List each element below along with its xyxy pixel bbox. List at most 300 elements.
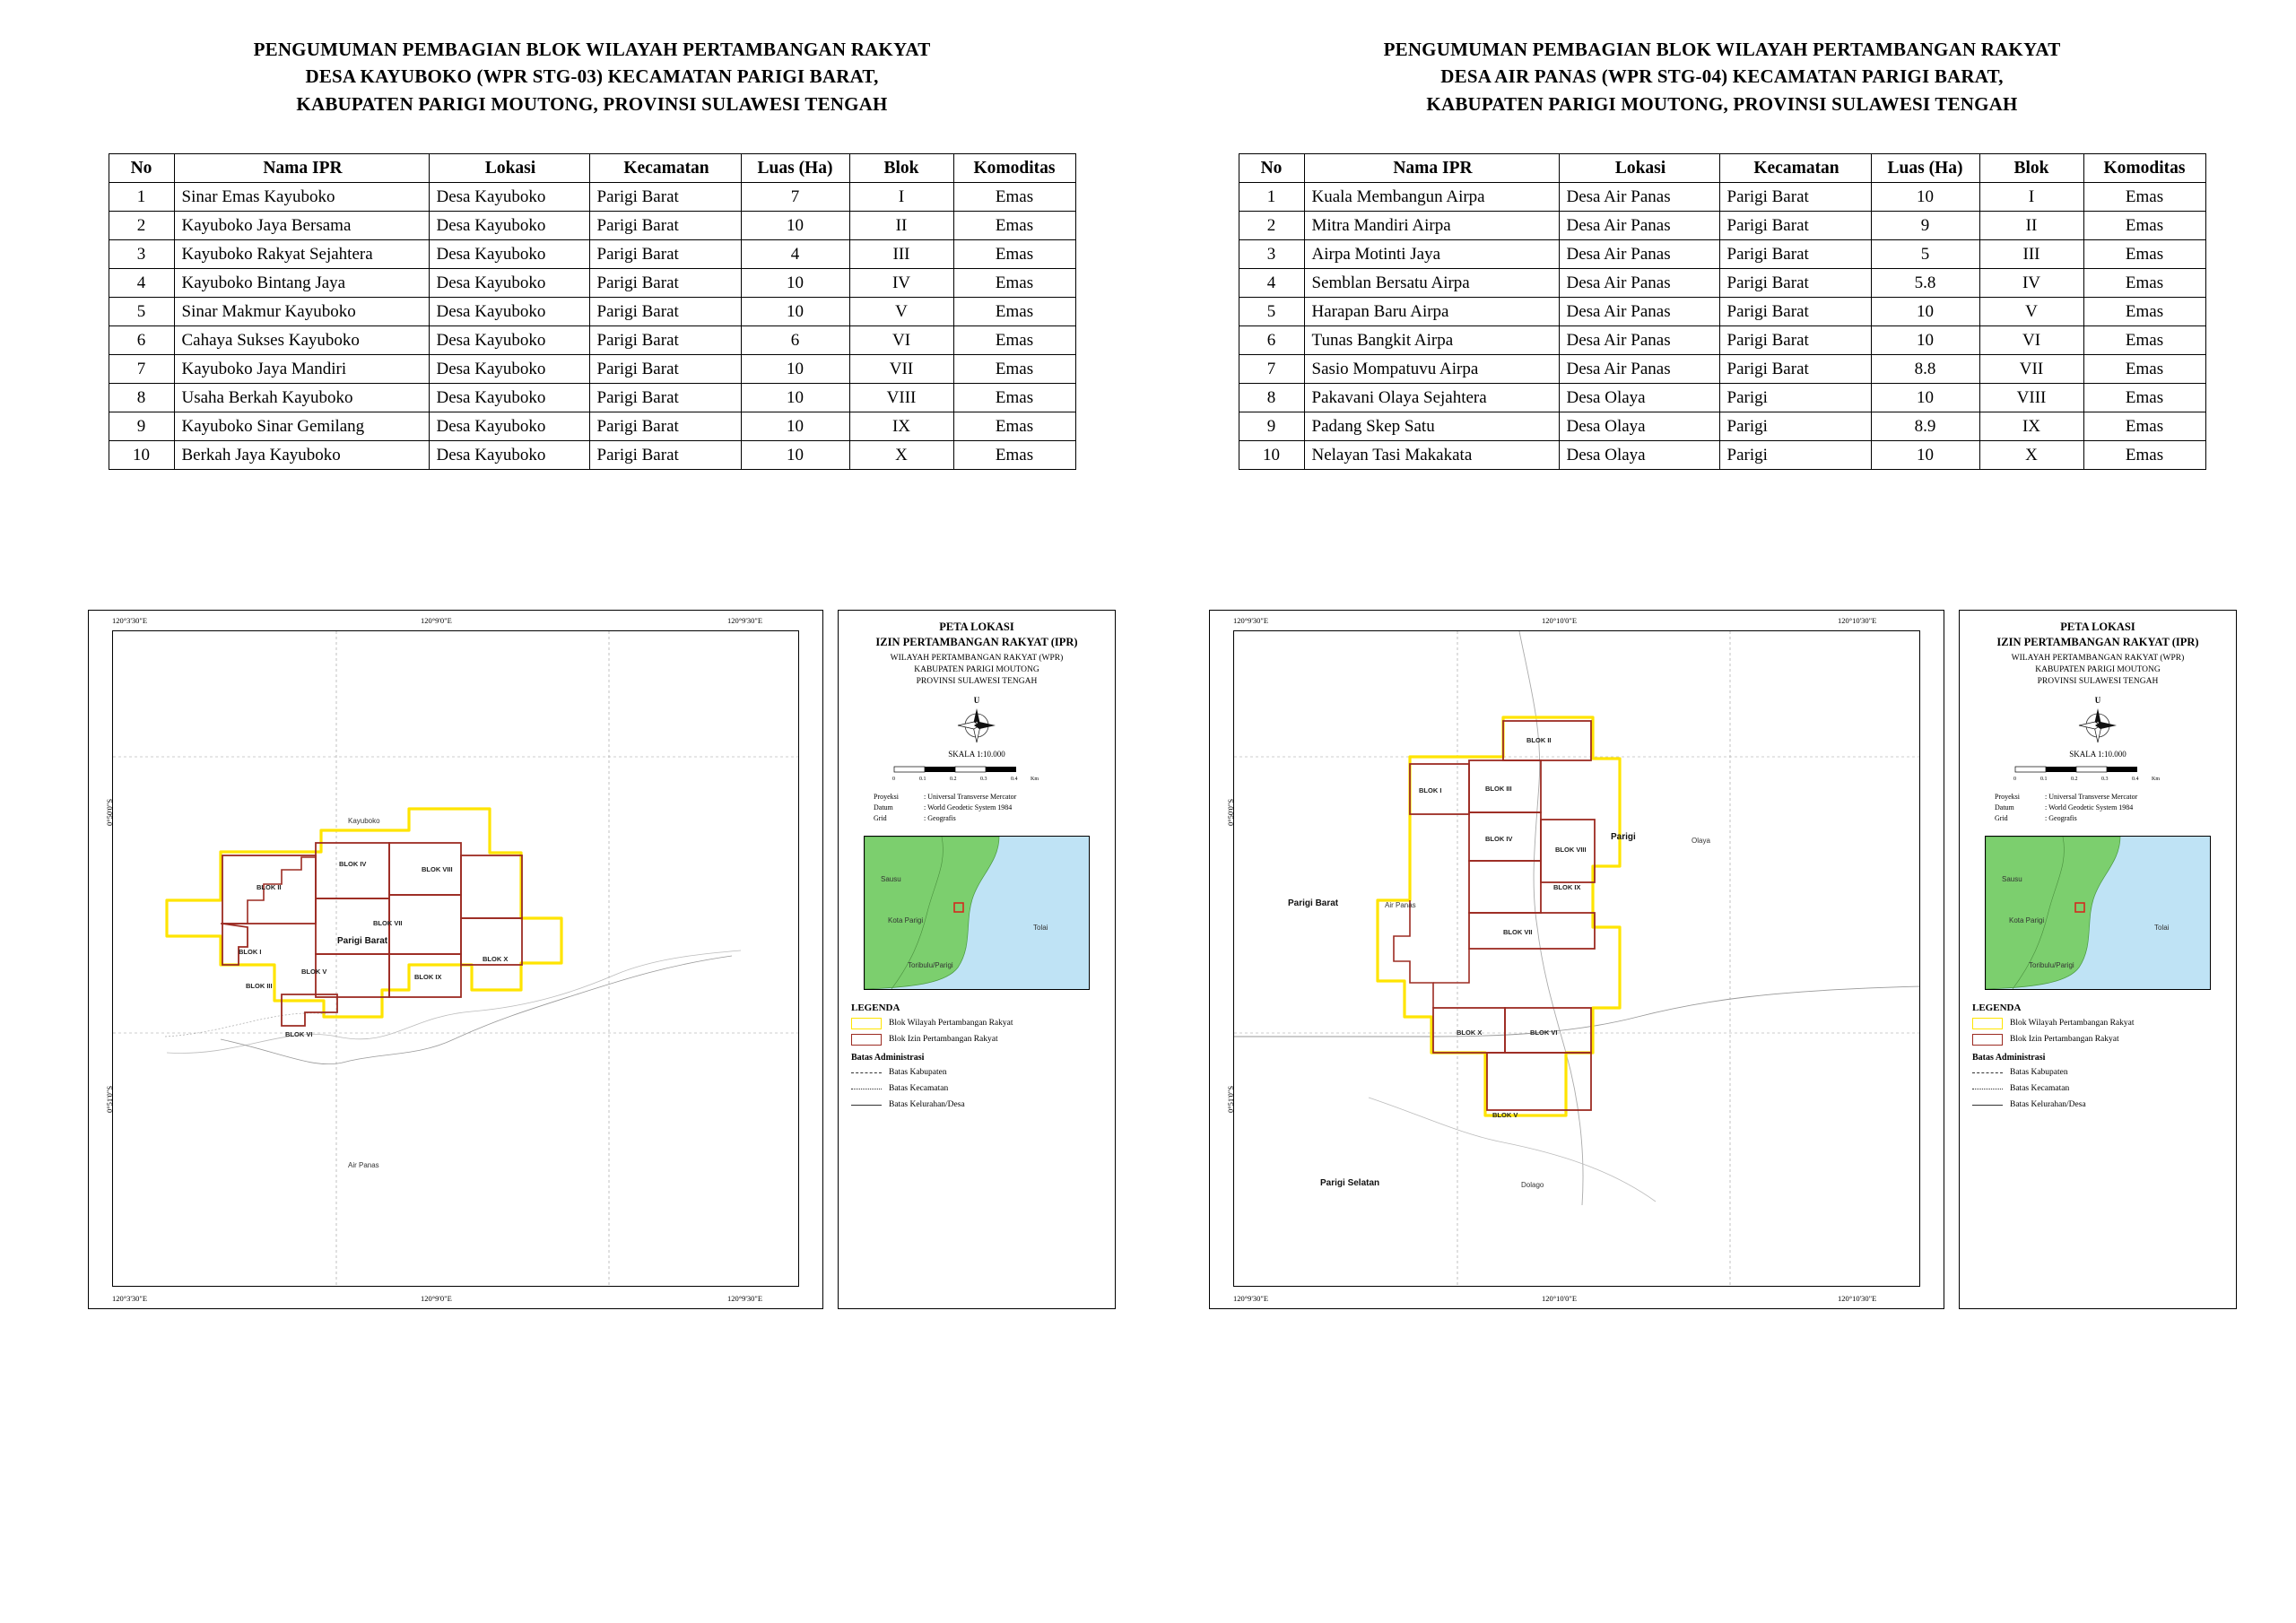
coord-bottom-left: 120°3'30"E bbox=[112, 1294, 148, 1303]
cell-kecamatan: Parigi Barat bbox=[1719, 298, 1871, 326]
cell-nama: Usaha Berkah Kayuboko bbox=[174, 384, 429, 412]
table-row bbox=[109, 441, 1075, 470]
proj-label-1: Datum bbox=[874, 803, 893, 812]
title-line-1: PENGUMUMAN PEMBAGIAN BLOK WILAYAH PERTAMBANGAN RAKYAT bbox=[1383, 39, 2061, 60]
table-header-row bbox=[1239, 154, 2205, 183]
cell-komoditas: Emas bbox=[953, 298, 1075, 326]
cell-komoditas: Emas bbox=[953, 326, 1075, 355]
cell-komoditas: Emas bbox=[2083, 384, 2205, 412]
map-vector-left bbox=[113, 631, 799, 1287]
inset-locator-map-left[interactable] bbox=[864, 836, 1090, 990]
page-title-left bbox=[117, 36, 1067, 117]
svg-text:0: 0 bbox=[892, 776, 895, 782]
cell-blok: IV bbox=[849, 269, 953, 298]
cell-nama: Kayuboko Jaya Mandiri bbox=[174, 355, 429, 384]
scale-text-right: SKALA 1:10.000 bbox=[2069, 749, 2126, 759]
map-frame-right bbox=[1209, 610, 1944, 1309]
side-title-line-1: PETA LOKASI bbox=[939, 621, 1014, 633]
coord-top-left: 120°3'30"E bbox=[112, 616, 148, 625]
svg-text:BLOK IX: BLOK IX bbox=[1553, 883, 1581, 891]
table-row bbox=[1239, 269, 2205, 298]
cell-no: 3 bbox=[1239, 240, 1304, 269]
inset-label-kota-parigi: Kota Parigi bbox=[888, 916, 924, 924]
svg-text:BLOK X: BLOK X bbox=[483, 955, 509, 963]
projection-info-right: Proyeksi : Universal Transverse Mercator Datum : World Geodetic System 1984 Grid : Geografis bbox=[1995, 792, 2201, 825]
cell-luas: 10 bbox=[1871, 441, 1979, 470]
cell-no: 8 bbox=[109, 384, 174, 412]
compass-north-letter: U bbox=[973, 695, 980, 705]
map-figure-left bbox=[61, 610, 1119, 1318]
map-canvas-left[interactable] bbox=[112, 630, 799, 1287]
wpr-swatch-icon bbox=[851, 1018, 882, 1029]
table-row bbox=[109, 183, 1075, 212]
svg-text:BLOK I: BLOK I bbox=[239, 948, 262, 956]
ipr-table-right bbox=[1239, 153, 2206, 470]
col-header-kecamatan: Kecamatan bbox=[589, 154, 741, 183]
proj-value-0: Universal Transverse Mercator bbox=[927, 792, 1017, 801]
cell-kecamatan: Parigi bbox=[1719, 384, 1871, 412]
col-header-blok: Blok bbox=[849, 154, 953, 183]
map-label-kayuboko: Kayuboko bbox=[348, 817, 380, 825]
cell-kecamatan: Parigi bbox=[1719, 412, 1871, 441]
cell-nama: Cahaya Sukses Kayuboko bbox=[174, 326, 429, 355]
cell-kecamatan: Parigi Barat bbox=[1719, 269, 1871, 298]
table-row bbox=[109, 384, 1075, 412]
cell-luas: 10 bbox=[1871, 183, 1979, 212]
cell-blok: VII bbox=[1979, 355, 2083, 384]
table-row bbox=[1239, 412, 2205, 441]
coord-bottom-right: 120°10'30"E bbox=[1838, 1294, 1877, 1303]
coord-bottom-right: 120°9'30"E bbox=[727, 1294, 763, 1303]
cell-lokasi: Desa Olaya bbox=[1559, 412, 1719, 441]
inset-label-tolai: Tolai bbox=[2154, 923, 2170, 932]
inset-label-tolai: Tolai bbox=[1033, 923, 1048, 932]
svg-text:BLOK I: BLOK I bbox=[1419, 786, 1442, 794]
cell-komoditas: Emas bbox=[2083, 326, 2205, 355]
cell-nama: Harapan Baru Airpa bbox=[1304, 298, 1559, 326]
solid-line-icon bbox=[851, 1099, 882, 1111]
scale-bar-left bbox=[887, 763, 1066, 783]
svg-text:BLOK II: BLOK II bbox=[1526, 736, 1552, 744]
cell-komoditas: Emas bbox=[953, 441, 1075, 470]
cell-no: 6 bbox=[109, 326, 174, 355]
cell-lokasi: Desa Air Panas bbox=[1559, 298, 1719, 326]
legend-left bbox=[851, 1002, 1102, 1111]
svg-text:BLOK VI: BLOK VI bbox=[285, 1030, 313, 1038]
cell-luas: 10 bbox=[741, 269, 849, 298]
col-header-komoditas: Komoditas bbox=[953, 154, 1075, 183]
cell-blok: III bbox=[849, 240, 953, 269]
legend-item-label: Blok Izin Pertambangan Rakyat bbox=[889, 1035, 998, 1045]
coord-left-upper: 0°50'0"S bbox=[1226, 798, 1235, 826]
svg-text:0.2: 0.2 bbox=[950, 776, 957, 782]
cell-kecamatan: Parigi Barat bbox=[1719, 240, 1871, 269]
map-label-air-panas: Air Panas bbox=[1385, 901, 1416, 909]
cell-luas: 4 bbox=[741, 240, 849, 269]
cell-blok: VIII bbox=[849, 384, 953, 412]
title-line-1: PENGUMUMAN PEMBAGIAN BLOK WILAYAH PERTAMBANGAN RAKYAT bbox=[253, 39, 931, 60]
legend-item-label: Batas Kelurahan/Desa bbox=[889, 1100, 965, 1110]
map-label-parigi-barat: Parigi Barat bbox=[337, 936, 388, 946]
cell-blok: X bbox=[1979, 441, 2083, 470]
table-row bbox=[109, 298, 1075, 326]
table-row bbox=[1239, 298, 2205, 326]
cell-blok: X bbox=[849, 441, 953, 470]
cell-nama: Nelayan Tasi Makakata bbox=[1304, 441, 1559, 470]
table-row bbox=[109, 412, 1075, 441]
cell-no: 9 bbox=[109, 412, 174, 441]
cell-lokasi: Desa Air Panas bbox=[1559, 326, 1719, 355]
ipr-swatch-icon bbox=[1972, 1034, 2003, 1046]
svg-text:BLOK VII: BLOK VII bbox=[1503, 928, 1533, 936]
title-line-3: KABUPATEN PARIGI MOUTONG, PROVINSI SULAWESI TENGAH bbox=[296, 92, 888, 115]
svg-text:0.2: 0.2 bbox=[2071, 776, 2078, 782]
cell-blok: I bbox=[1979, 183, 2083, 212]
legend-item-kabupaten bbox=[851, 1067, 1102, 1079]
solid-line-icon bbox=[1972, 1099, 2003, 1111]
cell-nama: Airpa Motinti Jaya bbox=[1304, 240, 1559, 269]
side-sub-line-3: PROVINSI SULAWESI TENGAH bbox=[2037, 677, 2159, 687]
cell-luas: 10 bbox=[741, 355, 849, 384]
cell-no: 2 bbox=[1239, 212, 1304, 240]
cell-blok: VI bbox=[1979, 326, 2083, 355]
legend-item-kecamatan bbox=[1972, 1083, 2223, 1095]
legend-item-ipr bbox=[851, 1034, 1102, 1046]
legend-item-label: Batas Kecamatan bbox=[889, 1084, 949, 1094]
cell-komoditas: Emas bbox=[2083, 355, 2205, 384]
svg-text:BLOK III: BLOK III bbox=[246, 982, 273, 990]
map-figure-right bbox=[1182, 610, 2240, 1318]
cell-komoditas: Emas bbox=[2083, 183, 2205, 212]
inset-locator-map-right[interactable] bbox=[1985, 836, 2211, 990]
table-row bbox=[1239, 240, 2205, 269]
cell-luas: 5 bbox=[1871, 240, 1979, 269]
cell-no: 9 bbox=[1239, 412, 1304, 441]
cell-komoditas: Emas bbox=[2083, 441, 2205, 470]
svg-text:0.1: 0.1 bbox=[2040, 776, 2048, 782]
proj-label-0: Proyeksi bbox=[874, 792, 899, 801]
table-row bbox=[1239, 441, 2205, 470]
side-sub-line-1: WILAYAH PERTAMBANGAN RAKYAT (WPR) bbox=[2011, 653, 2185, 663]
col-header-komoditas: Komoditas bbox=[2083, 154, 2205, 183]
cell-lokasi: Desa Air Panas bbox=[1559, 212, 1719, 240]
proj-value-2: Geografis bbox=[2048, 814, 2077, 823]
dashed-line-icon bbox=[851, 1067, 882, 1079]
legend-item-label: Blok Wilayah Pertambangan Rakyat bbox=[889, 1019, 1013, 1028]
cell-kecamatan: Parigi Barat bbox=[1719, 355, 1871, 384]
map-canvas-right[interactable] bbox=[1233, 630, 1920, 1287]
cell-komoditas: Emas bbox=[953, 355, 1075, 384]
cell-no: 7 bbox=[1239, 355, 1304, 384]
cell-nama: Berkah Jaya Kayuboko bbox=[174, 441, 429, 470]
cell-komoditas: Emas bbox=[2083, 269, 2205, 298]
cell-luas: 10 bbox=[741, 212, 849, 240]
map-vector-right bbox=[1234, 631, 1920, 1287]
side-sub-line-2: KABUPATEN PARIGI MOUTONG bbox=[914, 665, 1039, 675]
svg-text:BLOK III: BLOK III bbox=[1485, 785, 1512, 793]
cell-komoditas: Emas bbox=[2083, 412, 2205, 441]
proj-label-1: Datum bbox=[1995, 803, 2014, 812]
svg-text:BLOK VI: BLOK VI bbox=[1530, 1028, 1558, 1037]
svg-text:0.3: 0.3 bbox=[2101, 776, 2109, 782]
title-line-3: KABUPATEN PARIGI MOUTONG, PROVINSI SULAWESI TENGAH bbox=[1426, 92, 2018, 115]
legend-admin-title: Batas Administrasi bbox=[1972, 1052, 2046, 1063]
proj-value-1: World Geodetic System 1984 bbox=[927, 803, 1013, 812]
col-header-luas: Luas (Ha) bbox=[1871, 154, 1979, 183]
coord-bottom-left: 120°9'30"E bbox=[1233, 1294, 1269, 1303]
cell-lokasi: Desa Kayuboko bbox=[429, 212, 589, 240]
panel-kayuboko bbox=[36, 36, 1148, 1303]
proj-value-0: Universal Transverse Mercator bbox=[2048, 792, 2138, 801]
cell-luas: 6 bbox=[741, 326, 849, 355]
legend-item-kabupaten bbox=[1972, 1067, 2223, 1079]
cell-kecamatan: Parigi Barat bbox=[589, 326, 741, 355]
cell-kecamatan: Parigi Barat bbox=[589, 355, 741, 384]
ipr-swatch-icon bbox=[851, 1034, 882, 1046]
coord-bottom-center: 120°10'0"E bbox=[1542, 1294, 1578, 1303]
table-row bbox=[1239, 183, 2205, 212]
cell-komoditas: Emas bbox=[2083, 212, 2205, 240]
dotted-line-icon bbox=[851, 1083, 882, 1095]
legend-item-desa bbox=[851, 1099, 1102, 1111]
table-row bbox=[1239, 384, 2205, 412]
coord-top-right: 120°9'30"E bbox=[727, 616, 763, 625]
cell-blok: IX bbox=[849, 412, 953, 441]
map-label-air-panas: Air Panas bbox=[348, 1161, 379, 1169]
proj-label-2: Grid bbox=[874, 814, 887, 823]
legend-item-desa bbox=[1972, 1099, 2223, 1111]
col-header-no: No bbox=[1239, 154, 1304, 183]
cell-luas: 10 bbox=[741, 412, 849, 441]
cell-blok: V bbox=[849, 298, 953, 326]
cell-komoditas: Emas bbox=[2083, 298, 2205, 326]
cell-nama: Kayuboko Jaya Bersama bbox=[174, 212, 429, 240]
coord-left-lower: 0°51'0"S bbox=[105, 1085, 114, 1113]
cell-blok: II bbox=[849, 212, 953, 240]
coord-top-center: 120°10'0"E bbox=[1542, 616, 1578, 625]
cell-no: 4 bbox=[1239, 269, 1304, 298]
side-subtitle-right bbox=[1967, 653, 2229, 689]
svg-text:BLOK V: BLOK V bbox=[1492, 1111, 1518, 1119]
page-title-right bbox=[1247, 36, 2197, 117]
cell-blok: I bbox=[849, 183, 953, 212]
svg-text:BLOK IX: BLOK IX bbox=[414, 973, 442, 981]
inset-label-kota-parigi: Kota Parigi bbox=[2009, 916, 2045, 924]
map-label-parigi: Parigi bbox=[1611, 832, 1636, 842]
svg-text:BLOK V: BLOK V bbox=[301, 968, 327, 976]
legend-item-kecamatan bbox=[851, 1083, 1102, 1095]
svg-text:0.1: 0.1 bbox=[919, 776, 926, 782]
coord-top-left: 120°9'30"E bbox=[1233, 616, 1269, 625]
legend-item-ipr bbox=[1972, 1034, 2223, 1046]
col-header-lokasi: Lokasi bbox=[1559, 154, 1719, 183]
cell-nama: Sinar Emas Kayuboko bbox=[174, 183, 429, 212]
cell-blok: IV bbox=[1979, 269, 2083, 298]
table-row bbox=[1239, 326, 2205, 355]
svg-text:0.4: 0.4 bbox=[1011, 776, 1018, 782]
col-header-lokasi: Lokasi bbox=[429, 154, 589, 183]
cell-blok: II bbox=[1979, 212, 2083, 240]
side-sub-line-1: WILAYAH PERTAMBANGAN RAKYAT (WPR) bbox=[890, 653, 1064, 663]
col-header-luas: Luas (Ha) bbox=[741, 154, 849, 183]
col-header-nama: Nama IPR bbox=[174, 154, 429, 183]
cell-nama: Kayuboko Bintang Jaya bbox=[174, 269, 429, 298]
ipr-table-left bbox=[109, 153, 1076, 470]
cell-nama: Tunas Bangkit Airpa bbox=[1304, 326, 1559, 355]
cell-kecamatan: Parigi Barat bbox=[1719, 212, 1871, 240]
cell-luas: 9 bbox=[1871, 212, 1979, 240]
cell-komoditas: Emas bbox=[953, 384, 1075, 412]
cell-no: 8 bbox=[1239, 384, 1304, 412]
title-line-2: DESA AIR PANAS (WPR STG-04) KECAMATAN PARIGI BARAT, bbox=[1440, 65, 2004, 88]
side-title-line-2: IZIN PERTAMBANGAN RAKYAT (IPR) bbox=[875, 635, 1078, 648]
map-label-parigi-selatan: Parigi Selatan bbox=[1320, 1178, 1380, 1188]
inset-label-sausu: Sausu bbox=[2002, 874, 2022, 883]
cell-no: 3 bbox=[109, 240, 174, 269]
legend-title: LEGENDA bbox=[1972, 1002, 2022, 1013]
cell-no: 10 bbox=[1239, 441, 1304, 470]
cell-luas: 7 bbox=[741, 183, 849, 212]
cell-komoditas: Emas bbox=[953, 240, 1075, 269]
cell-lokasi: Desa Kayuboko bbox=[429, 384, 589, 412]
cell-kecamatan: Parigi Barat bbox=[589, 240, 741, 269]
inset-label-toribulu: Toribulu/Parigi bbox=[908, 960, 953, 969]
map-legend-panel-right bbox=[1959, 610, 2237, 1309]
cell-no: 7 bbox=[109, 355, 174, 384]
cell-blok: VIII bbox=[1979, 384, 2083, 412]
cell-kecamatan: Parigi Barat bbox=[589, 269, 741, 298]
legend-item-label: Blok Wilayah Pertambangan Rakyat bbox=[2010, 1019, 2135, 1028]
side-title-line-1: PETA LOKASI bbox=[2060, 621, 2135, 633]
cell-no: 6 bbox=[1239, 326, 1304, 355]
cell-no: 5 bbox=[109, 298, 174, 326]
table-row bbox=[109, 212, 1075, 240]
legend-item-label: Batas Kecamatan bbox=[2010, 1084, 2070, 1094]
cell-lokasi: Desa Kayuboko bbox=[429, 355, 589, 384]
table-row bbox=[1239, 355, 2205, 384]
coord-top-center: 120°9'0"E bbox=[421, 616, 452, 625]
cell-nama: Sasio Mompatuvu Airpa bbox=[1304, 355, 1559, 384]
cell-no: 1 bbox=[1239, 183, 1304, 212]
table-row bbox=[109, 240, 1075, 269]
legend-item-label: Blok Izin Pertambangan Rakyat bbox=[2010, 1035, 2119, 1045]
map-label-parigi-barat: Parigi Barat bbox=[1288, 898, 1339, 908]
cell-no: 4 bbox=[109, 269, 174, 298]
col-header-kecamatan: Kecamatan bbox=[1719, 154, 1871, 183]
table-row bbox=[109, 269, 1075, 298]
coord-left-upper: 0°50'0"S bbox=[105, 798, 114, 826]
svg-text:BLOK X: BLOK X bbox=[1457, 1028, 1483, 1037]
cell-luas: 10 bbox=[1871, 298, 1979, 326]
proj-label-2: Grid bbox=[1995, 814, 2008, 823]
cell-kecamatan: Parigi Barat bbox=[589, 298, 741, 326]
inset-label-sausu: Sausu bbox=[881, 874, 901, 883]
svg-text:BLOK VIII: BLOK VIII bbox=[422, 865, 453, 873]
svg-text:0.3: 0.3 bbox=[980, 776, 987, 782]
cell-kecamatan: Parigi Barat bbox=[589, 412, 741, 441]
map-label-olaya: Olaya bbox=[1692, 837, 1710, 845]
cell-kecamatan: Parigi bbox=[1719, 441, 1871, 470]
svg-text:0: 0 bbox=[2013, 776, 2016, 782]
cell-no: 1 bbox=[109, 183, 174, 212]
cell-no: 10 bbox=[109, 441, 174, 470]
svg-text:0.4: 0.4 bbox=[2132, 776, 2139, 782]
side-sub-line-3: PROVINSI SULAWESI TENGAH bbox=[916, 677, 1038, 687]
dotted-line-icon bbox=[1972, 1083, 2003, 1095]
coord-left-lower: 0°51'0"S bbox=[1226, 1085, 1235, 1113]
scale-text-left: SKALA 1:10.000 bbox=[948, 749, 1005, 759]
cell-lokasi: Desa Air Panas bbox=[1559, 355, 1719, 384]
cell-luas: 10 bbox=[741, 384, 849, 412]
table-row bbox=[109, 326, 1075, 355]
compass-rose-icon bbox=[945, 696, 1008, 746]
cell-komoditas: Emas bbox=[953, 412, 1075, 441]
proj-label-0: Proyeksi bbox=[1995, 792, 2020, 801]
map-legend-panel-left bbox=[838, 610, 1116, 1309]
side-subtitle-left bbox=[846, 653, 1108, 689]
side-title-line-2: IZIN PERTAMBANGAN RAKYAT (IPR) bbox=[1996, 635, 2199, 648]
legend-item-label: Batas Kelurahan/Desa bbox=[2010, 1100, 2086, 1110]
svg-text:BLOK VIII: BLOK VIII bbox=[1555, 846, 1587, 854]
scale-bar-right bbox=[2008, 763, 2187, 783]
cell-lokasi: Desa Kayuboko bbox=[429, 269, 589, 298]
cell-lokasi: Desa Kayuboko bbox=[429, 326, 589, 355]
cell-blok: V bbox=[1979, 298, 2083, 326]
map-frame-left bbox=[88, 610, 823, 1309]
panel-air-panas bbox=[1166, 36, 2278, 1303]
legend-item-wpr bbox=[1972, 1018, 2223, 1029]
cell-lokasi: Desa Air Panas bbox=[1559, 240, 1719, 269]
cell-lokasi: Desa Olaya bbox=[1559, 441, 1719, 470]
cell-luas: 8.9 bbox=[1871, 412, 1979, 441]
cell-kecamatan: Parigi Barat bbox=[1719, 326, 1871, 355]
cell-komoditas: Emas bbox=[953, 212, 1075, 240]
cell-luas: 8.8 bbox=[1871, 355, 1979, 384]
cell-luas: 10 bbox=[1871, 384, 1979, 412]
cell-komoditas: Emas bbox=[953, 183, 1075, 212]
cell-nama: Kuala Membangun Airpa bbox=[1304, 183, 1559, 212]
side-title-left bbox=[846, 620, 1108, 650]
map-label-dolago: Dolago bbox=[1521, 1181, 1544, 1189]
svg-text:BLOK II: BLOK II bbox=[257, 883, 282, 891]
cell-kecamatan: Parigi Barat bbox=[1719, 183, 1871, 212]
col-header-no: No bbox=[109, 154, 174, 183]
col-header-blok: Blok bbox=[1979, 154, 2083, 183]
col-header-nama: Nama IPR bbox=[1304, 154, 1559, 183]
cell-nama: Kayuboko Sinar Gemilang bbox=[174, 412, 429, 441]
cell-blok: IX bbox=[1979, 412, 2083, 441]
cell-lokasi: Desa Kayuboko bbox=[429, 441, 589, 470]
dashed-line-icon bbox=[1972, 1067, 2003, 1079]
cell-lokasi: Desa Kayuboko bbox=[429, 240, 589, 269]
table-row bbox=[1239, 212, 2205, 240]
cell-komoditas: Emas bbox=[953, 269, 1075, 298]
svg-text:BLOK VII: BLOK VII bbox=[373, 919, 403, 927]
cell-kecamatan: Parigi Barat bbox=[589, 183, 741, 212]
side-title-right bbox=[1967, 620, 2229, 650]
table-header-row bbox=[109, 154, 1075, 183]
legend-item-wpr bbox=[851, 1018, 1102, 1029]
cell-lokasi: Desa Air Panas bbox=[1559, 269, 1719, 298]
cell-blok: III bbox=[1979, 240, 2083, 269]
legend-admin-title: Batas Administrasi bbox=[851, 1052, 925, 1063]
cell-blok: VII bbox=[849, 355, 953, 384]
cell-komoditas: Emas bbox=[2083, 240, 2205, 269]
coord-top-right: 120°10'30"E bbox=[1838, 616, 1877, 625]
wpr-swatch-icon bbox=[1972, 1018, 2003, 1029]
compass-rose-icon bbox=[2066, 696, 2129, 746]
projection-info-left: Proyeksi : Universal Transverse Mercator Datum : World Geodetic System 1984 Grid : Geografis bbox=[874, 792, 1080, 825]
